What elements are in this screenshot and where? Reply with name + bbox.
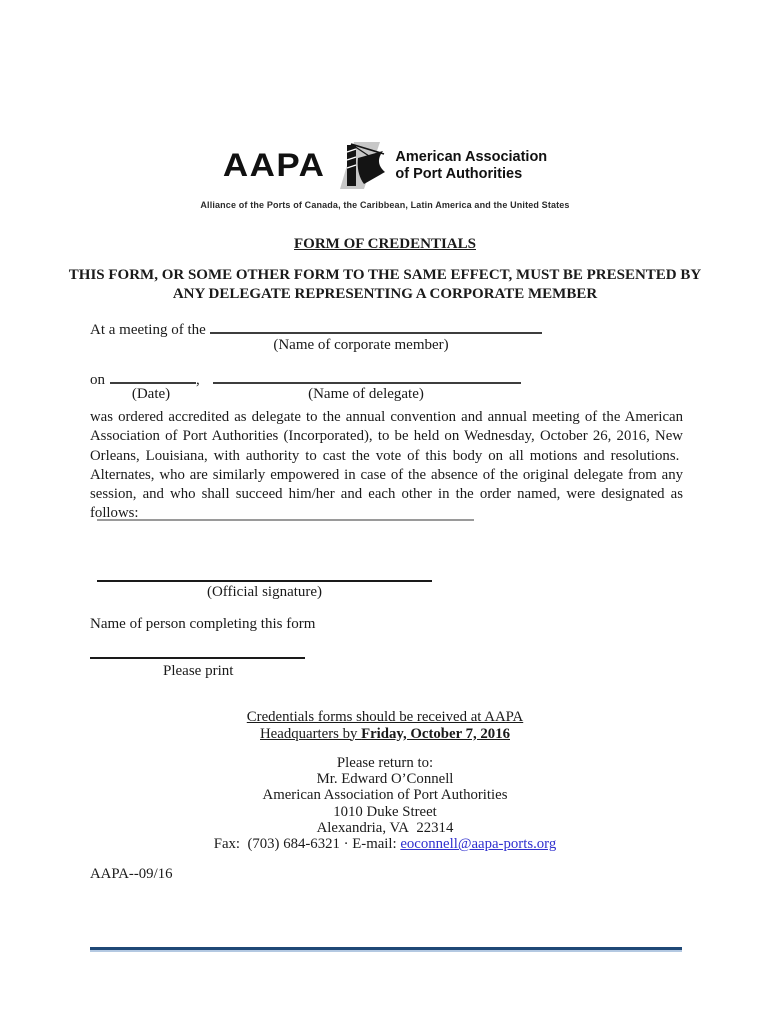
aapa-logo <box>0 142 770 210</box>
org-name-line2: of Port Authorities <box>395 165 523 182</box>
comma-separator: , <box>196 372 200 388</box>
received-notice-line1: Credentials forms should be received at AAPA <box>246 709 524 725</box>
received-notice-line2 <box>0 726 770 743</box>
email-link[interactable]: eoconnell@aapa-ports.org <box>400 836 557 853</box>
logo-tagline: Alliance of the Ports of Canada, the Caribbean, Latin America and the United States <box>200 200 570 210</box>
page-subtitle <box>0 266 770 304</box>
aapa-logo-row <box>0 142 770 189</box>
port-crane-icon <box>334 142 386 189</box>
please-print-caption: Please print <box>163 663 234 679</box>
printed-name-field[interactable] <box>90 657 305 659</box>
alternates-field[interactable] <box>97 519 474 521</box>
page-title: FORM OF CREDENTIALS <box>294 236 476 252</box>
fax-label: Fax: (703) 684-6321 · E-mail: <box>213 836 401 853</box>
accreditation-paragraph: was ordered accredited as delegate to the annual convention and annual meeting of the American Association of Port Authorities (Incorporated), to be held on Wednesday, October 26, 2016, New Orleans, Louisiana, with authority to cast the vote of this body on all motions and resolutions. Alternates, who are similarly empowered in case of the absence of the original delegate from any session, and who shall succeed him/her and each other in the order named, were designated as follows: <box>90 409 683 522</box>
return-address-block <box>0 755 770 852</box>
date-caption: (Date) <box>131 386 171 402</box>
date-prefix-label: on <box>90 372 105 388</box>
aapa-acronym: AAPA <box>222 147 326 183</box>
org-full-name: American Association of Port Authorities <box>262 787 508 804</box>
corporate-member-caption: (Name of corporate member) <box>273 337 449 353</box>
date-field[interactable] <box>110 369 196 384</box>
contact-name: Mr. Edward O’Connell <box>316 771 454 788</box>
official-signature-caption: (Official signature) <box>206 584 323 600</box>
corporate-member-field[interactable] <box>210 319 542 334</box>
meeting-row <box>90 319 542 339</box>
received-notice <box>0 709 770 742</box>
bottom-rule-divider <box>90 947 682 952</box>
org-name-line1: American Association <box>395 149 548 165</box>
subtitle-line2: ANY DELEGATE REPRESENTING A CORPORATE MEMBER <box>172 286 598 302</box>
return-to-label: Please return to: <box>336 755 434 771</box>
deadline-date: Friday, October 7, 2016 <box>361 725 510 742</box>
city-state-zip: Alexandria, VA 22314 <box>316 819 454 836</box>
completer-name-label: Name of person completing this form <box>90 616 316 632</box>
street-address: 1010 Duke Street <box>333 803 437 820</box>
form-code: AAPA--09/16 <box>90 866 173 882</box>
subtitle-line1: THIS FORM, OR SOME OTHER FORM TO THE SAME EFFECT, MUST BE PRESENTED BY <box>68 267 702 283</box>
received-notice-line2-prefix: Headquarters by <box>260 725 362 742</box>
delegate-name-field[interactable] <box>213 369 521 384</box>
org-name <box>395 149 547 182</box>
delegate-caption: (Name of delegate) <box>308 386 424 402</box>
fax-email-line <box>0 836 770 852</box>
official-signature-field[interactable] <box>97 580 432 582</box>
meeting-prefix-label: At a meeting of the <box>90 322 206 338</box>
